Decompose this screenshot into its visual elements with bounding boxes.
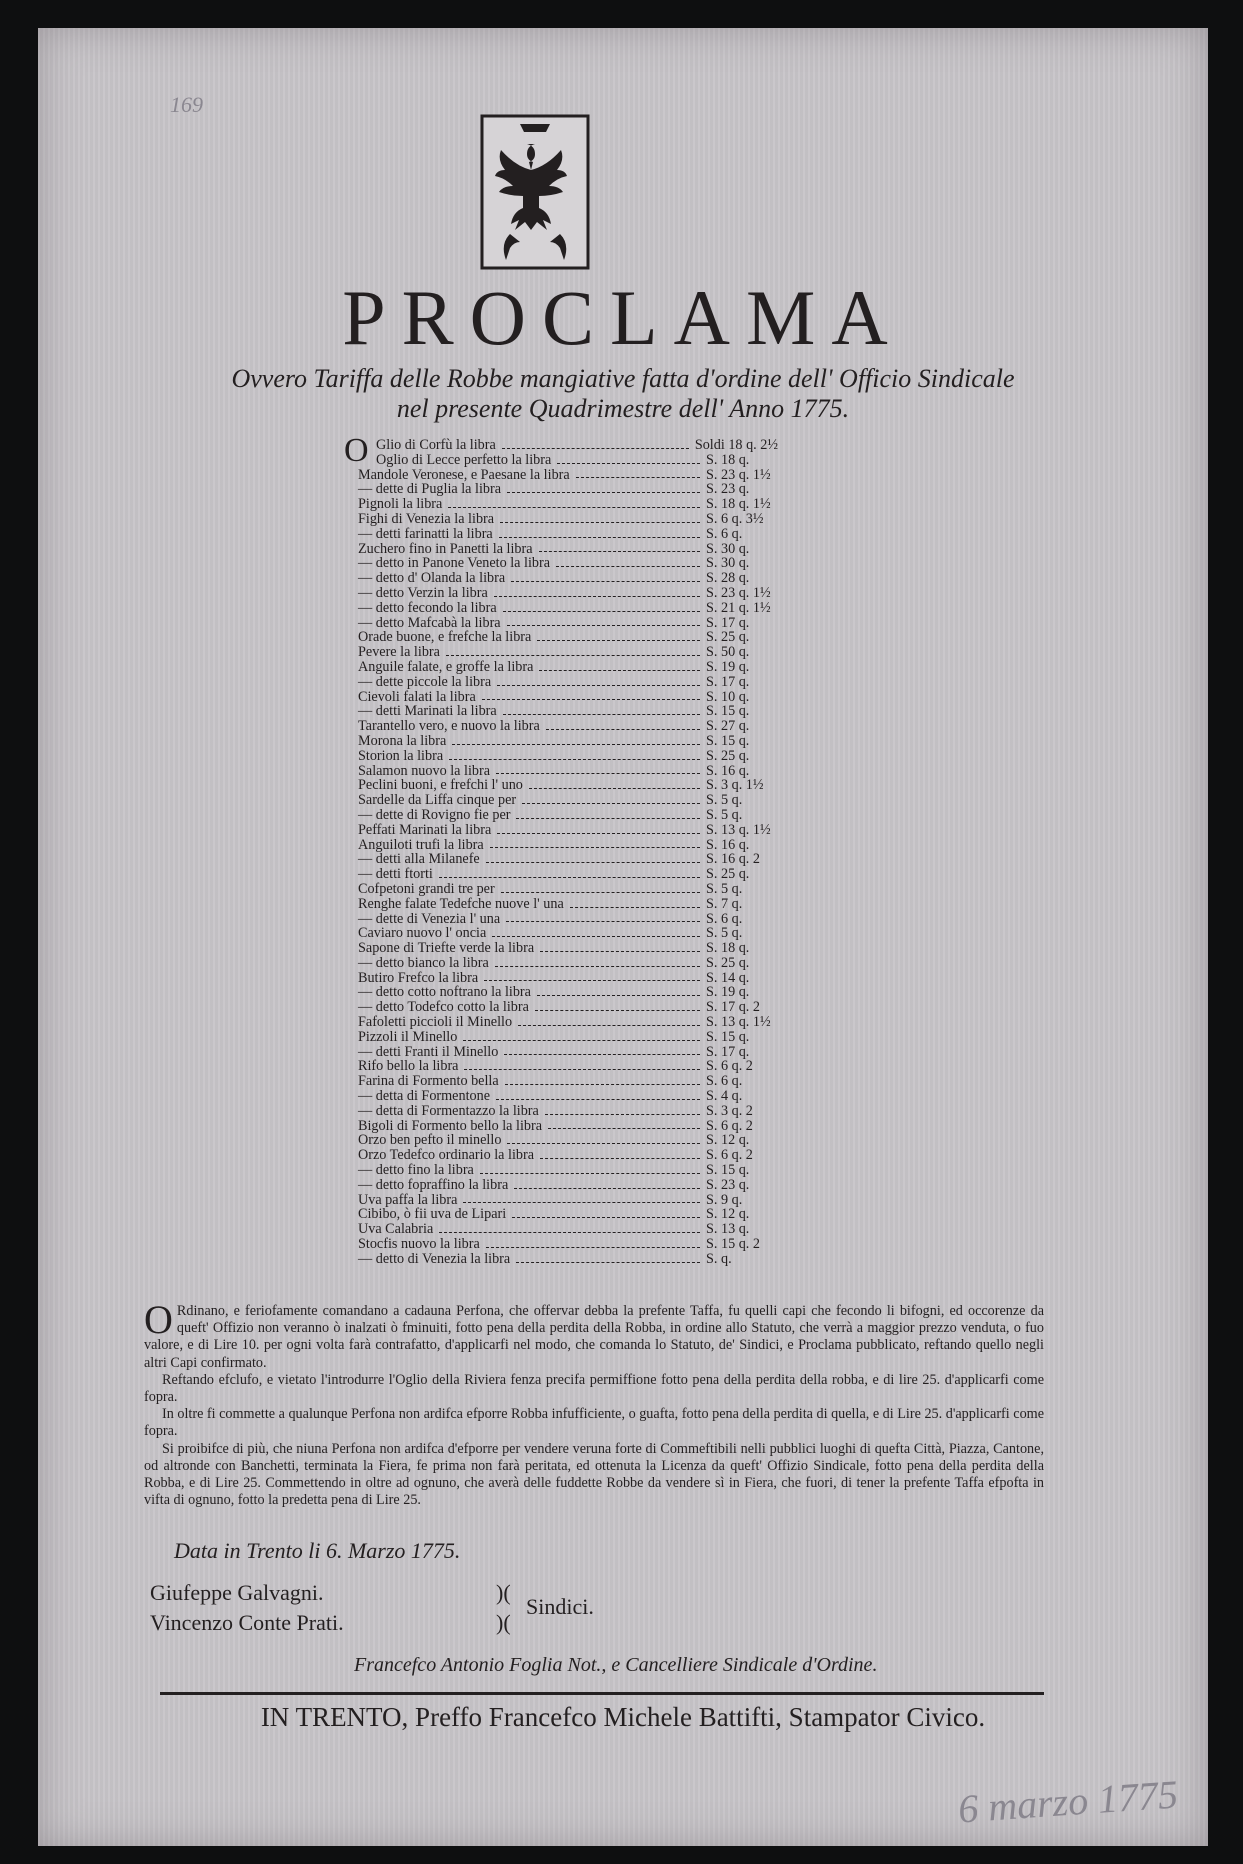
tariff-item: — dette di Puglia la libra: [358, 481, 502, 498]
tariff-item: Orade buone, e frefche la libra: [358, 629, 532, 646]
leader-dashes: [499, 527, 700, 538]
leader-dashes: [537, 630, 700, 641]
signer-role: Sindici.: [526, 1594, 594, 1619]
leader-dashes: [576, 468, 700, 479]
leader-dashes: [537, 985, 700, 996]
tariff-row: [358, 586, 778, 601]
leader-dashes: [518, 1015, 700, 1026]
leader-dashes: [496, 764, 700, 775]
tariff-row: [358, 1133, 778, 1148]
tariff-price: S. 50 q.: [706, 644, 750, 661]
tariff-row: [358, 734, 778, 749]
tariff-item: Orzo Tedefco ordinario la libra: [358, 1147, 535, 1164]
tariff-row: [358, 571, 778, 586]
leader-dashes: [503, 704, 700, 715]
tariff-price: S. 13 q. 1½: [706, 1014, 771, 1031]
leader-dashes: [500, 512, 700, 523]
tariff-price: S. 5 q.: [706, 880, 743, 897]
tariff-row: [358, 438, 778, 453]
signer-2: Vincenzo Conte Prati.: [150, 1610, 344, 1635]
tariff-row: [358, 912, 778, 927]
tariff-item: Uva paffa la libra: [358, 1191, 458, 1208]
tariff-dropcap: O: [344, 432, 369, 469]
tariff-row: [358, 764, 778, 779]
tariff-row: [358, 882, 778, 897]
leader-dashes: [494, 586, 700, 597]
tariff-row: [358, 1030, 778, 1045]
tariff-price: S. 23 q.: [706, 1176, 750, 1193]
tariff-row: [358, 512, 778, 527]
tariff-price: S. 14 q.: [706, 969, 750, 986]
tariff-price: S. 19 q.: [706, 658, 750, 675]
signer-1: Giufeppe Galvagni.: [150, 1580, 324, 1605]
tariff-row: [358, 719, 778, 734]
tariff-price: S. 13 q. 1½: [706, 821, 771, 838]
tariff-price: S. 23 q. 1½: [706, 466, 771, 483]
tariff-price: S. 18 q.: [706, 451, 750, 468]
tariff-row: [358, 852, 778, 867]
leader-dashes: [448, 497, 700, 508]
tariff-item: Zuchero fino in Panetti la libra: [358, 540, 533, 557]
tariff-item: — dette di Venezia l' una: [358, 910, 501, 927]
ordinance-dropcap: O: [144, 1297, 173, 1342]
leader-dashes: [501, 882, 700, 893]
tariff-price: S. 18 q. 1½: [706, 496, 771, 513]
tariff-item: Butiro Frefco la libra: [358, 969, 479, 986]
leader-dashes: [486, 852, 700, 863]
tariff-item: Anguiloti trufi la libra: [358, 836, 484, 853]
leader-dashes: [492, 926, 700, 937]
tariff-price: S. 5 q.: [706, 792, 743, 809]
tariff-price: S. 17 q. 2: [706, 999, 760, 1016]
leader-dashes: [496, 1089, 700, 1100]
leader-dashes: [507, 482, 700, 493]
tariff-item: Salamon nuovo la libra: [358, 762, 490, 779]
leader-dashes: [516, 1252, 700, 1263]
tariff-price: S. 23 q. 1½: [706, 584, 771, 601]
tariff-row: [358, 660, 778, 675]
tariff-item: Uva Calabria: [358, 1221, 434, 1238]
tariff-item: Cibibo, ò fii uva de Lipari: [358, 1206, 507, 1223]
notary-line: Francefco Antonio Foglia Not., e Cancelliere Sindicale d'Ordine.: [354, 1654, 878, 1676]
ordinance-paragraph-4: Si proibifce di più, che niuna Perfona non ardifca d'efporre per vendere veruna forte di Commeftibili nelli pubblici luoghi di quefta Città, Piazza, Cantone, od altronde con Banchetti, terminata la Fiera, fe prima non farà peritata, ed ottenuta la Licenza da queft' Offizio Sindicale, fotto pena della perdita della Robba, e di Lire 25. Commettendo in oltre ad ognuno, che averà delle fuddette Robbe da vendere sì in Fiera, che fuori, di tener la prefente Taffa efpofta in vifta di ognuno, fotto la predetta pena di Lire 25.: [144, 1440, 1044, 1509]
tariff-row: [358, 1148, 778, 1163]
tariff-price: S. 23 q.: [706, 481, 750, 498]
leader-dashes: [464, 1059, 700, 1070]
tariff-price: S. 18 q.: [706, 940, 750, 957]
tariff-item: Fighi di Venezia la libra: [358, 510, 495, 527]
tariff-row: [358, 1000, 778, 1015]
tariff-price: S. 30 q.: [706, 540, 750, 557]
tariff-item: — detti ftorti: [358, 866, 433, 883]
tariff-row: [358, 897, 778, 912]
leader-dashes: [539, 660, 700, 671]
tariff-price: S. 16 q. 2: [706, 851, 760, 868]
tariff-item: — detto cotto noftrano la libra: [358, 984, 531, 1001]
tariff-row: [358, 630, 778, 645]
tariff-price: S. 21 q. 1½: [706, 599, 771, 616]
tariff-item: — detto Todefco cotto la libra: [358, 999, 529, 1016]
tariff-price: S. q.: [706, 1250, 732, 1267]
tariff-row: [358, 1059, 778, 1074]
leader-dashes: [556, 556, 700, 567]
leader-dashes: [570, 897, 700, 908]
tariff-row: [358, 956, 778, 971]
tariff-row: [358, 527, 778, 542]
leader-dashes: [446, 645, 700, 656]
tariff-row: [358, 690, 778, 705]
tariff-item: — detta di Formentazzo la libra: [358, 1102, 539, 1119]
leader-dashes: [512, 1207, 700, 1218]
leader-dashes: [497, 675, 700, 686]
tariff-row: [358, 1089, 778, 1104]
tariff-price: S. 12 q.: [706, 1206, 750, 1223]
tariff-row: [358, 941, 778, 956]
tariff-row: [358, 542, 778, 557]
tariff-price: S. 5 q.: [706, 806, 743, 823]
subtitle-line-1: Ovvero Tariffa delle Robbe mangiative fatta d'ordine dell' Officio Sindicale: [231, 364, 1015, 393]
tariff-price: S. 30 q.: [706, 555, 750, 572]
divider-rule: [160, 1692, 1044, 1695]
tariff-row: [358, 1074, 778, 1089]
leader-dashes: [540, 941, 700, 952]
tariff-item: Pevere la libra: [358, 644, 440, 661]
tariff-row: [358, 1207, 778, 1222]
tariff-price: Soldi 18 q. 2½: [694, 437, 778, 453]
tariff-item: Stocfis nuovo la libra: [358, 1236, 480, 1253]
archive-number: 169: [170, 92, 203, 117]
tariff-price: S. 6 q. 3½: [706, 510, 764, 527]
tariff-price: S. 6 q. 2: [706, 1058, 753, 1075]
tariff-price: S. 9 q.: [706, 1191, 743, 1208]
tariff-row: [358, 556, 778, 571]
tariff-item: — detti Franti il Minello: [358, 1043, 499, 1060]
tariff-row: [358, 601, 778, 616]
tariff-price: S. 19 q.: [706, 984, 750, 1001]
ordinance-paragraph-1: Rdinano, e feriofamente comandano a cadauna Perfona, che offervar debba la prefente Taffa, fu quelli capi che fecondo li bifogni, ed occorenze da queft' Offizio non veranno ò inalzati ò fminuiti, fotto pena della perdita della Robba, in ordine allo Statuto, che verrà a maggior prezzo venduta, o fuo valore, e di Lire 10. per ogni volta farà contrafatto, d'applicarfi nel modo, che comanda lo Statuto, de' Sindici, e Proclama pubblicato, reftando quello negli altri Capi confirmato.: [144, 1303, 1044, 1371]
tariff-item: — detto bianco la libra: [358, 954, 489, 971]
tariff-row: [358, 1193, 778, 1208]
tariff-row: [358, 1015, 778, 1030]
tariff-item: Sardelle da Liffa cinque per: [358, 792, 517, 809]
leader-dashes: [535, 1000, 700, 1011]
ordinance-paragraph-2: Reftando efclufo, e vietato l'introdurre l'Oglio della Riviera fenza precifa permiffione fotto pena della perdita della robba, e di lire 25. d'applicarfi come fopra.: [144, 1371, 1044, 1406]
tariff-price: S. 12 q.: [706, 1132, 750, 1149]
tariff-row: [358, 838, 778, 853]
leader-dashes: [463, 1030, 700, 1041]
tariff-price: S. 28 q.: [706, 570, 750, 587]
tariff-row: [358, 1237, 778, 1252]
tariff-row: [358, 1045, 778, 1060]
tariff-item: Caviaro nuovo l' oncia: [358, 925, 487, 942]
tariff-row: [358, 1178, 778, 1193]
tariff-item: Storion la libra: [358, 747, 444, 764]
tariff-price: S. 16 q.: [706, 762, 750, 779]
tariff-row: [358, 482, 778, 497]
tariff-price: S. 25 q.: [706, 954, 750, 971]
tariff-item: — detti Marinati la libra: [358, 703, 497, 720]
leader-dashes: [452, 734, 700, 745]
tariff-item: Farina di Formento bella: [358, 1073, 499, 1090]
tariff-item: — detta di Formentone: [358, 1088, 490, 1105]
signer-brace: )( )(: [496, 1580, 511, 1635]
tariff-row: [358, 616, 778, 631]
subtitle-line-2: nel presente Quadrimestre dell' Anno 1775.: [396, 394, 850, 423]
tariff-price: S. 17 q.: [706, 1043, 750, 1060]
tariff-item: — detti farinatti la libra: [358, 525, 493, 542]
tariff-price: S. 25 q.: [706, 747, 750, 764]
tariff-row: [358, 985, 778, 1000]
tariff-item: — detto fino la libra: [358, 1162, 474, 1179]
leader-dashes: [548, 1119, 700, 1130]
leader-dashes: [511, 571, 700, 582]
tariff-item: — detto Mafcabà la libra: [358, 614, 501, 631]
tariff-price: S. 17 q.: [706, 673, 750, 690]
tariff-item: — detto d' Olanda la libra: [358, 570, 506, 587]
tariff-item: Mandole Veronese, e Paesane la libra: [358, 466, 570, 483]
tariff-list: [358, 438, 778, 1267]
tariff-item: Pignoli la libra: [358, 496, 443, 513]
tariff-item: — dette piccole la libra: [358, 673, 492, 690]
tariff-row: [358, 468, 778, 483]
tariff-price: S. 15 q.: [706, 1028, 750, 1045]
tariff-row: [358, 793, 778, 808]
leader-dashes: [497, 823, 700, 834]
leader-dashes: [484, 971, 700, 982]
tariff-item: — detto in Panone Veneto la libra: [358, 555, 551, 572]
tariff-item: — detto fecondo la libra: [358, 599, 497, 616]
tariff-item: Morona la libra: [358, 732, 447, 749]
tariff-row: [358, 704, 778, 719]
ordinance-paragraph-3: In oltre fi commette a qualunque Perfona non ardifca efporre Robba infufficiente, o guafta, fotto pena della perdita di quella, e di Lire 25. d'applicarfi come fopra.: [144, 1406, 1044, 1440]
tariff-row: [358, 778, 778, 793]
tariff-price: S. 4 q.: [706, 1088, 743, 1105]
tariff-price: S. 13 q.: [706, 1221, 750, 1238]
page-title: PROCLAMA: [342, 274, 904, 361]
tariff-row: [358, 645, 778, 660]
tariff-item: Peclini buoni, e frefchi l' uno: [358, 777, 523, 794]
tariff-item: Oglio di Lecce perfetto la libra: [376, 451, 552, 468]
tariff-price: S. 6 q. 2: [706, 1117, 753, 1134]
tariff-price: S. 6 q.: [706, 1073, 743, 1090]
printer-imprint: IN TRENTO, Preffo Francefco Michele Battifti, Stampator Civico.: [260, 1702, 986, 1732]
tariff-row: [358, 1222, 778, 1237]
tariff-price: S. 25 q.: [706, 629, 750, 646]
leader-dashes: [502, 438, 689, 449]
ordinance-text: [144, 1297, 1044, 1509]
tariff-price: S. 6 q.: [706, 910, 743, 927]
signatories: [150, 1578, 344, 1638]
leader-dashes: [516, 808, 700, 819]
leader-dashes: [540, 1148, 700, 1159]
tariff-row: [358, 1163, 778, 1178]
tariff-item: Sapone di Triefte verde la libra: [358, 940, 535, 957]
tariff-item: Rifo bello la libra: [358, 1058, 459, 1075]
tariff-price: S. 17 q.: [706, 614, 750, 631]
tariff-price: S. 15 q.: [706, 703, 750, 720]
tariff-row: [358, 497, 778, 512]
tariff-price: S. 15 q. 2: [706, 1236, 760, 1253]
tariff-item: Cofpetoni grandi tre per: [358, 880, 495, 897]
leader-dashes: [490, 838, 700, 849]
issue-date: Data in Trento li 6. Marzo 1775.: [174, 1538, 461, 1563]
tariff-row: [358, 867, 778, 882]
tariff-item: Anguile falate, e groffe la libra: [358, 658, 534, 675]
tariff-price: S. 5 q.: [706, 925, 743, 942]
leader-dashes: [504, 1045, 700, 1056]
tariff-row: [358, 453, 778, 468]
tariff-item: Fafoletti piccioli il Minello: [358, 1014, 513, 1031]
tariff-row: [358, 749, 778, 764]
handwritten-date: 6 marzo 1775: [956, 1771, 1180, 1832]
leader-dashes: [545, 1104, 700, 1115]
tariff-price: S. 7 q.: [706, 895, 743, 912]
tariff-price: S. 10 q.: [706, 688, 750, 705]
tariff-price: S. 3 q. 1½: [706, 777, 764, 794]
tariff-price: S. 15 q.: [706, 1162, 750, 1179]
leader-dashes: [507, 616, 700, 627]
tariff-price: S. 25 q.: [706, 866, 750, 883]
leader-dashes: [539, 542, 700, 553]
leader-dashes: [482, 690, 700, 701]
tariff-item: Orzo ben pefto il minello: [358, 1132, 502, 1149]
tariff-item: Cievoli falati la libra: [358, 688, 476, 705]
leader-dashes: [439, 1222, 700, 1233]
tariff-item: Renghe falate Tedefche nuove l' una: [358, 895, 564, 912]
tariff-price: S. 15 q.: [706, 732, 750, 749]
leader-dashes: [514, 1178, 700, 1189]
leader-dashes: [506, 912, 700, 923]
leader-dashes: [463, 1193, 700, 1204]
tariff-row: [358, 1104, 778, 1119]
leader-dashes: [486, 1237, 700, 1248]
tariff-row: [358, 675, 778, 690]
leader-dashes: [503, 601, 700, 612]
tariff-item: Glio di Corfù la libra: [376, 437, 496, 453]
tariff-price: S. 16 q.: [706, 836, 750, 853]
tariff-row: [358, 808, 778, 823]
tariff-row: [358, 823, 778, 838]
tariff-item: Peffati Marinati la libra: [358, 821, 492, 838]
tariff-row: [358, 1119, 778, 1134]
tariff-item: — detti alla Milanefe: [358, 851, 480, 868]
tariff-price: S. 6 q.: [706, 525, 743, 542]
tariff-row: [358, 971, 778, 986]
leader-dashes: [557, 453, 700, 464]
tariff-row: [358, 1252, 778, 1267]
leader-dashes: [529, 778, 700, 789]
leader-dashes: [495, 956, 700, 967]
tariff-row: [358, 926, 778, 941]
tariff-price: S. 27 q.: [706, 718, 750, 735]
document-sheet: [38, 28, 1208, 1846]
tariff-item: Pizzoli il Minello: [358, 1028, 458, 1045]
tariff-item: — detto fopraffino la libra: [358, 1176, 509, 1193]
tariff-item: — detto di Venezia la libra: [358, 1250, 511, 1267]
leader-dashes: [449, 749, 700, 760]
leader-dashes: [439, 867, 700, 878]
tariff-price: S. 6 q. 2: [706, 1147, 753, 1164]
tariff-item: — dette di Rovigno fie per: [358, 806, 511, 823]
tariff-item: — detto Verzin la libra: [358, 584, 488, 601]
leader-dashes: [522, 793, 700, 804]
eagle-crest-icon: [480, 114, 590, 270]
tariff-item: Tarantello vero, e nuovo la libra: [358, 718, 540, 735]
leader-dashes: [505, 1074, 700, 1085]
tariff-price: S. 3 q. 2: [706, 1102, 753, 1119]
leader-dashes: [546, 719, 700, 730]
leader-dashes: [480, 1163, 700, 1174]
leader-dashes: [507, 1133, 700, 1144]
tariff-item: Bigoli di Formento bello la libra: [358, 1117, 543, 1134]
